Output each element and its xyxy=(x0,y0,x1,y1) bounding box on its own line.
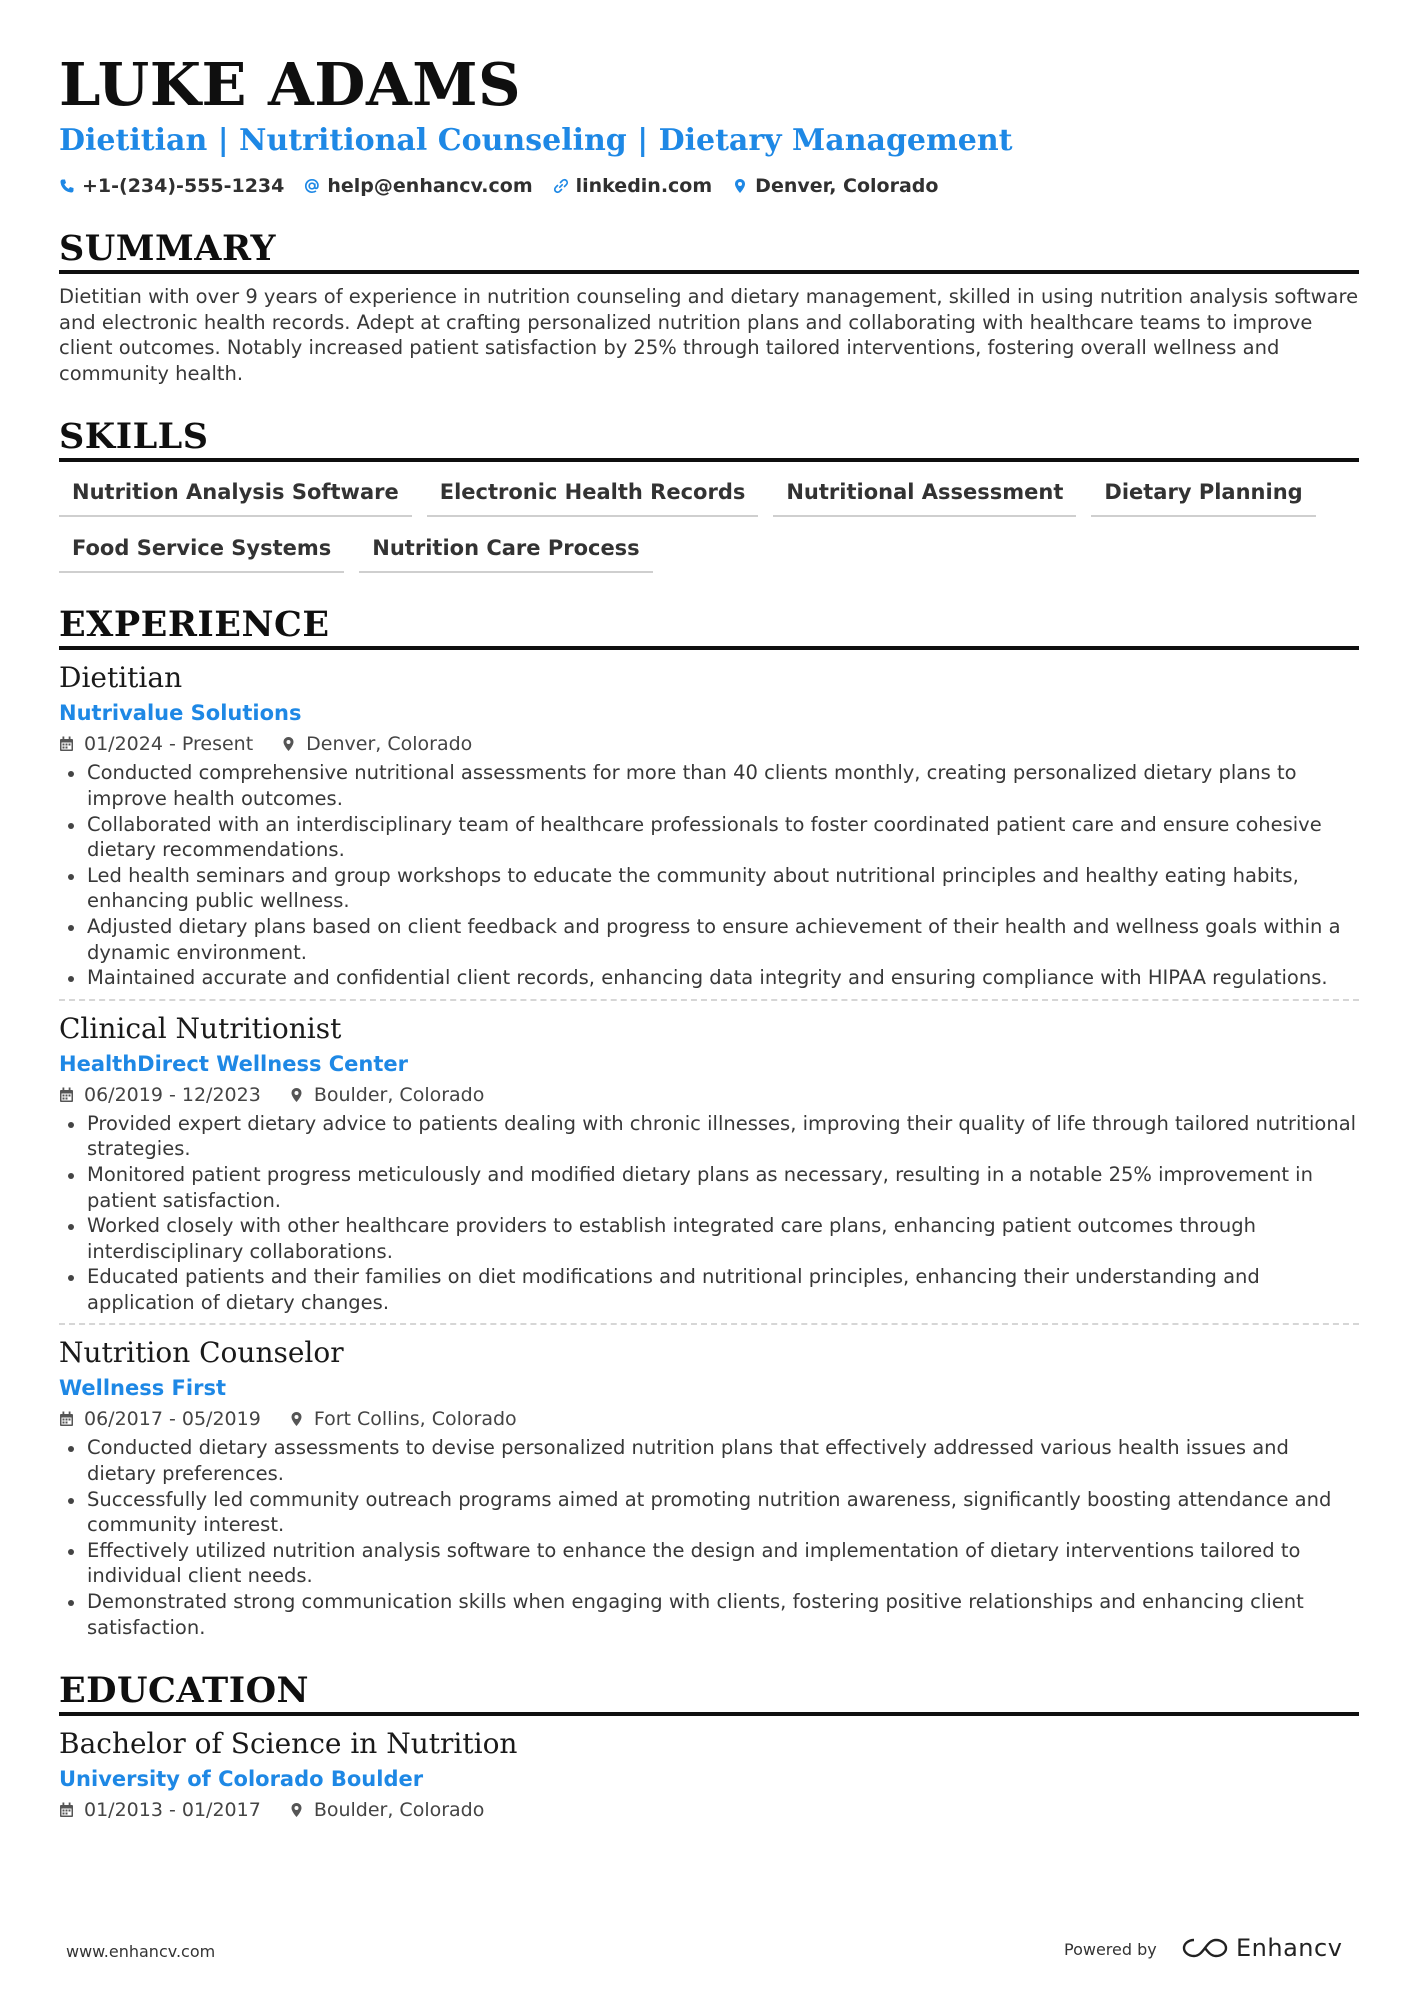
skill-tag: Nutritional Assessment xyxy=(773,472,1076,517)
footer-url[interactable]: www.enhancv.com xyxy=(66,1942,216,1961)
calendar-icon xyxy=(59,1411,74,1427)
experience-entry xyxy=(59,1011,1359,1326)
job-meta xyxy=(59,1082,1359,1108)
school-name: University of Colorado Boulder xyxy=(59,1767,424,1792)
skill-tag: Nutrition Care Process xyxy=(359,528,652,573)
calendar-icon xyxy=(59,1802,74,1818)
job-bullets xyxy=(59,760,1359,990)
email-text: help@enhancv.com xyxy=(327,175,533,197)
education-entry xyxy=(59,1726,1359,1823)
resume-content xyxy=(59,50,1359,1823)
location-pin-icon xyxy=(732,178,748,194)
job-meta xyxy=(59,1406,1359,1432)
job-location-text: Fort Collins, Colorado xyxy=(313,1408,517,1431)
job-bullet: Educated patients and their families on diet modifications and nutritional principles, enhancing their understanding and application of dietary changes. xyxy=(87,1264,1359,1315)
summary-heading: SUMMARY xyxy=(59,228,1359,274)
location-pin-icon xyxy=(289,1087,304,1103)
education-dates-text: 01/2013 - 01/2017 xyxy=(84,1799,261,1822)
job-bullet: Maintained accurate and confidential client records, enhancing data integrity and ensuring compliance with HIPAA regulations. xyxy=(87,965,1359,991)
education-heading: EDUCATION xyxy=(59,1670,1359,1716)
job-location xyxy=(289,1082,485,1108)
experience-entry xyxy=(59,1335,1359,1640)
contact-linkedin[interactable] xyxy=(553,175,713,197)
entry-divider xyxy=(59,1323,1359,1325)
job-company: Nutrivalue Solutions xyxy=(59,701,302,726)
job-title: Dietitian xyxy=(59,661,183,695)
job-bullet: Monitored patient progress meticulously and modified dietary plans as necessary, resulting in a notable 25% improvement in patient satisfaction. xyxy=(87,1162,1359,1213)
linkedin-text: linkedin.com xyxy=(575,175,713,197)
job-location xyxy=(281,731,472,757)
job-bullet: Led health seminars and group workshops to educate the community about nutritional principles and healthy eating habits, enhancing public wellness. xyxy=(87,863,1359,914)
job-location-text: Boulder, Colorado xyxy=(313,1083,485,1106)
phone-icon xyxy=(59,178,75,194)
job-dates xyxy=(59,1406,261,1432)
job-location xyxy=(289,1406,517,1432)
contact-location xyxy=(732,175,938,197)
skills-heading: SKILLS xyxy=(59,416,1359,462)
job-bullet: Worked closely with other healthcare providers to establish integrated care plans, enhancing patient outcomes through interdisciplinary collaborations. xyxy=(87,1213,1359,1264)
enhancv-brand-text: Enhancv xyxy=(1236,1934,1343,1962)
degree-title: Bachelor of Science in Nutrition xyxy=(59,1727,518,1761)
job-bullet: Conducted dietary assessments to devise personalized nutrition plans that effectively addressed various health issues and dietary preferences. xyxy=(87,1435,1359,1486)
footer xyxy=(0,1934,1410,1968)
education-section xyxy=(59,1670,1359,1823)
job-bullet: Effectively utilized nutrition analysis software to enhance the design and implementation of dietary interventions tailored to individual client needs. xyxy=(87,1538,1359,1589)
job-bullet: Provided expert dietary advice to patients dealing with chronic illnesses, improving their quality of life through tailored nutritional strategies. xyxy=(87,1111,1359,1162)
education-dates xyxy=(59,1797,261,1823)
skills-list xyxy=(59,472,1359,584)
experience-heading: EXPERIENCE xyxy=(59,604,1359,650)
candidate-title: Dietitian | Nutritional Counseling | Dietary Management xyxy=(59,123,1013,158)
summary-section xyxy=(59,228,1359,386)
location-text: Denver, Colorado xyxy=(755,175,939,197)
education-location-text: Boulder, Colorado xyxy=(313,1799,485,1822)
education-location xyxy=(289,1797,485,1823)
job-dates xyxy=(59,731,253,757)
job-bullet: Conducted comprehensive nutritional assessments for more than 40 clients monthly, creating personalized dietary plans to improve health outcomes. xyxy=(87,760,1359,811)
job-title: Nutrition Counselor xyxy=(59,1336,344,1370)
calendar-icon xyxy=(59,1087,74,1103)
job-dates-text: 01/2024 - Present xyxy=(84,733,254,756)
skill-tag: Nutrition Analysis Software xyxy=(59,472,412,517)
job-bullets xyxy=(59,1111,1359,1316)
link-icon xyxy=(553,178,569,194)
location-pin-icon xyxy=(281,736,296,752)
entry-divider xyxy=(59,999,1359,1001)
job-bullet: Successfully led community outreach programs aimed at promoting nutrition awareness, significantly boosting attendance and community interest. xyxy=(87,1487,1359,1538)
calendar-icon xyxy=(59,736,74,752)
contact-email[interactable] xyxy=(304,175,532,197)
skill-tag: Food Service Systems xyxy=(59,528,344,573)
job-location-text: Denver, Colorado xyxy=(306,733,473,756)
experience-entry xyxy=(59,660,1359,1000)
job-dates-text: 06/2019 - 12/2023 xyxy=(84,1083,261,1106)
enhancv-logo[interactable] xyxy=(1182,1934,1342,1962)
job-meta xyxy=(59,731,1359,757)
location-pin-icon xyxy=(289,1411,304,1427)
job-company: Wellness First xyxy=(59,1376,226,1401)
powered-by-label: Powered by xyxy=(1064,1940,1157,1959)
contact-phone[interactable] xyxy=(59,175,284,197)
skills-section xyxy=(59,416,1359,584)
job-bullet: Collaborated with an interdisciplinary team of healthcare professionals to foster coordinated patient care and ensure cohesive dietary recommendations. xyxy=(87,812,1359,863)
job-bullet: Adjusted dietary plans based on client feedback and progress to ensure achievement of their health and wellness goals within a dynamic environment. xyxy=(87,914,1359,965)
job-dates xyxy=(59,1082,261,1108)
phone-text: +1-(234)-555-1234 xyxy=(82,175,285,197)
contact-row xyxy=(59,172,1359,200)
skill-tag: Dietary Planning xyxy=(1091,472,1315,517)
job-bullet: Demonstrated strong communication skills when engaging with clients, fostering positive relationships and enhancing client satisfaction. xyxy=(87,1589,1359,1640)
job-dates-text: 06/2017 - 05/2019 xyxy=(84,1408,261,1431)
at-sign-icon xyxy=(304,178,320,194)
job-bullets xyxy=(59,1435,1359,1640)
skill-tag: Electronic Health Records xyxy=(427,472,759,517)
experience-section xyxy=(59,604,1359,1640)
job-title: Clinical Nutritionist xyxy=(59,1011,342,1045)
enhancv-logo-icon xyxy=(1182,1935,1228,1961)
job-company: HealthDirect Wellness Center xyxy=(59,1051,409,1076)
summary-text: Dietitian with over 9 years of experience in nutrition counseling and dietary management, skilled in using nutrition analysis software and electronic health records. Adept at crafting personalized nutrition plans and collaborating with healthcare teams to improve client outcomes. Notably increased patient satisfaction by 25% through tailored interventions, fostering overall wellness and community health. xyxy=(59,285,1359,385)
education-meta xyxy=(59,1797,1359,1823)
candidate-name: LUKE ADAMS xyxy=(59,50,522,119)
location-pin-icon xyxy=(289,1802,304,1818)
